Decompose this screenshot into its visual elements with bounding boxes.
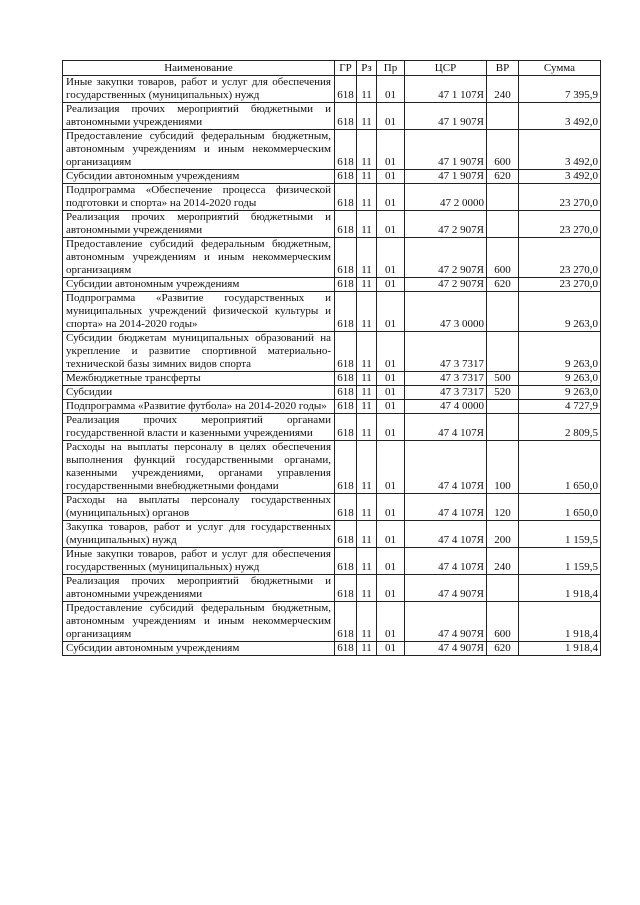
- cell-name: Предоставление субсидий федеральным бюджетным, автономным учреждениям и иным некоммерческим организациям: [63, 130, 335, 170]
- cell-pr: 01: [377, 400, 405, 414]
- cell-rz: 11: [357, 642, 377, 656]
- cell-sum: 3 492,0: [519, 170, 601, 184]
- cell-pr: 01: [377, 76, 405, 103]
- cell-gr: 618: [335, 441, 357, 494]
- table-row: [63, 372, 601, 386]
- cell-rz: 11: [357, 400, 377, 414]
- table-row: [63, 332, 601, 372]
- cell-gr: 618: [335, 494, 357, 521]
- table-row: [63, 386, 601, 400]
- cell-pr: 01: [377, 386, 405, 400]
- cell-name: Субсидии автономным учреждениям: [63, 170, 335, 184]
- table-header-row: [63, 61, 601, 76]
- cell-rz: 11: [357, 76, 377, 103]
- cell-vr: [487, 414, 519, 441]
- table-row: [63, 642, 601, 656]
- cell-vr: 600: [487, 238, 519, 278]
- cell-pr: 01: [377, 332, 405, 372]
- cell-gr: 618: [335, 211, 357, 238]
- cell-sum: 1 159,5: [519, 521, 601, 548]
- cell-pr: 01: [377, 642, 405, 656]
- cell-name: Субсидии автономным учреждениям: [63, 642, 335, 656]
- cell-vr: [487, 103, 519, 130]
- cell-pr: 01: [377, 494, 405, 521]
- cell-vr: [487, 292, 519, 332]
- cell-pr: 01: [377, 238, 405, 278]
- cell-gr: 618: [335, 642, 357, 656]
- cell-sum: 1 918,4: [519, 602, 601, 642]
- cell-vr: 200: [487, 521, 519, 548]
- cell-pr: 01: [377, 548, 405, 575]
- cell-csr: 47 3 7317: [405, 372, 487, 386]
- cell-pr: 01: [377, 575, 405, 602]
- cell-name: Иные закупки товаров, работ и услуг для обеспечения государственных (муниципальных) нужд: [63, 76, 335, 103]
- table-row: [63, 76, 601, 103]
- cell-gr: 618: [335, 238, 357, 278]
- table-row: [63, 130, 601, 170]
- cell-vr: 120: [487, 494, 519, 521]
- cell-name: Подпрограмма «Развитие государственных и муниципальных учреждений физической культуры и спорта» на 2014-2020 годы»: [63, 292, 335, 332]
- table-row: [63, 494, 601, 521]
- cell-vr: 600: [487, 130, 519, 170]
- cell-name: Предоставление субсидий федеральным бюджетным, автономным учреждениям и иным некоммерческим организациям: [63, 602, 335, 642]
- cell-csr: 47 2 907Я: [405, 278, 487, 292]
- cell-rz: 11: [357, 238, 377, 278]
- table-row: [63, 103, 601, 130]
- cell-csr: 47 1 907Я: [405, 103, 487, 130]
- cell-gr: 618: [335, 602, 357, 642]
- cell-csr: 47 3 7317: [405, 386, 487, 400]
- table-row: [63, 211, 601, 238]
- cell-rz: 11: [357, 211, 377, 238]
- cell-gr: 618: [335, 292, 357, 332]
- cell-pr: 01: [377, 130, 405, 170]
- cell-sum: 7 395,9: [519, 76, 601, 103]
- cell-gr: 618: [335, 414, 357, 441]
- cell-pr: 01: [377, 372, 405, 386]
- cell-csr: 47 4 107Я: [405, 521, 487, 548]
- budget-table: [62, 60, 601, 656]
- table-row: [63, 184, 601, 211]
- cell-name: Расходы на выплаты персоналу в целях обеспечения выполнения функций государственными органами, казенными учреждениями, органами управления государственными внебюджетными фондами: [63, 441, 335, 494]
- cell-rz: 11: [357, 575, 377, 602]
- cell-sum: 2 809,5: [519, 414, 601, 441]
- header-sum: Сумма: [519, 61, 601, 76]
- cell-gr: 618: [335, 521, 357, 548]
- cell-sum: 1 918,4: [519, 642, 601, 656]
- cell-vr: 620: [487, 170, 519, 184]
- cell-name: Реализация прочих мероприятий бюджетными и автономными учреждениями: [63, 575, 335, 602]
- header-rz: Рз: [357, 61, 377, 76]
- cell-vr: [487, 575, 519, 602]
- header-gr: ГР: [335, 61, 357, 76]
- cell-csr: 47 4 907Я: [405, 602, 487, 642]
- table-row: [63, 400, 601, 414]
- cell-csr: 47 4 107Я: [405, 441, 487, 494]
- cell-csr: 47 4 107Я: [405, 548, 487, 575]
- table-row: [63, 238, 601, 278]
- cell-name: Иные закупки товаров, работ и услуг для обеспечения государственных (муниципальных) нужд: [63, 548, 335, 575]
- cell-pr: 01: [377, 441, 405, 494]
- table-row: [63, 292, 601, 332]
- cell-name: Субсидии бюджетам муниципальных образований на укрепление и развитие спортивной материально-технической базы зимних видов спорта: [63, 332, 335, 372]
- cell-csr: 47 4 0000: [405, 400, 487, 414]
- cell-csr: 47 2 0000: [405, 184, 487, 211]
- cell-sum: 9 263,0: [519, 372, 601, 386]
- cell-vr: [487, 400, 519, 414]
- cell-rz: 11: [357, 521, 377, 548]
- cell-gr: 618: [335, 130, 357, 170]
- cell-vr: [487, 211, 519, 238]
- cell-gr: 618: [335, 76, 357, 103]
- cell-rz: 11: [357, 278, 377, 292]
- cell-name: Реализация прочих мероприятий бюджетными и автономными учреждениями: [63, 103, 335, 130]
- cell-rz: 11: [357, 494, 377, 521]
- cell-vr: 620: [487, 278, 519, 292]
- cell-csr: 47 1 907Я: [405, 170, 487, 184]
- cell-rz: 11: [357, 170, 377, 184]
- cell-name: Закупка товаров, работ и услуг для государственных (муниципальных) нужд: [63, 521, 335, 548]
- header-csr: ЦСР: [405, 61, 487, 76]
- cell-gr: 618: [335, 170, 357, 184]
- cell-gr: 618: [335, 372, 357, 386]
- cell-csr: 47 3 0000: [405, 292, 487, 332]
- table-row: [63, 575, 601, 602]
- cell-csr: 47 4 907Я: [405, 642, 487, 656]
- cell-gr: 618: [335, 400, 357, 414]
- table-body: [63, 76, 601, 656]
- cell-sum: 9 263,0: [519, 332, 601, 372]
- cell-sum: 3 492,0: [519, 130, 601, 170]
- cell-rz: 11: [357, 184, 377, 211]
- cell-rz: 11: [357, 372, 377, 386]
- table-row: [63, 170, 601, 184]
- cell-pr: 01: [377, 211, 405, 238]
- cell-pr: 01: [377, 602, 405, 642]
- cell-sum: 23 270,0: [519, 184, 601, 211]
- cell-gr: 618: [335, 332, 357, 372]
- cell-gr: 618: [335, 103, 357, 130]
- cell-sum: 23 270,0: [519, 211, 601, 238]
- cell-pr: 01: [377, 278, 405, 292]
- cell-gr: 618: [335, 278, 357, 292]
- cell-vr: 100: [487, 441, 519, 494]
- cell-rz: 11: [357, 292, 377, 332]
- cell-gr: 618: [335, 386, 357, 400]
- cell-sum: 1 650,0: [519, 441, 601, 494]
- cell-name: Предоставление субсидий федеральным бюджетным, автономным учреждениям и иным некоммерческим организациям: [63, 238, 335, 278]
- cell-vr: 520: [487, 386, 519, 400]
- cell-vr: 240: [487, 76, 519, 103]
- cell-csr: 47 2 907Я: [405, 211, 487, 238]
- cell-sum: 23 270,0: [519, 278, 601, 292]
- table-row: [63, 414, 601, 441]
- table-row: [63, 278, 601, 292]
- header-pr: Пр: [377, 61, 405, 76]
- cell-vr: 240: [487, 548, 519, 575]
- header-name: Наименование: [63, 61, 335, 76]
- cell-vr: 600: [487, 602, 519, 642]
- cell-name: Реализация прочих мероприятий органами государственной власти и казенными учреждениями: [63, 414, 335, 441]
- cell-name: Реализация прочих мероприятий бюджетными и автономными учреждениями: [63, 211, 335, 238]
- cell-name: Подпрограмма «Обеспечение процесса физической подготовки и спорта» на 2014-2020 годы: [63, 184, 335, 211]
- cell-rz: 11: [357, 130, 377, 170]
- cell-name: Расходы на выплаты персоналу государственных (муниципальных) органов: [63, 494, 335, 521]
- cell-rz: 11: [357, 332, 377, 372]
- cell-gr: 618: [335, 184, 357, 211]
- header-vr: ВР: [487, 61, 519, 76]
- cell-csr: 47 2 907Я: [405, 238, 487, 278]
- cell-pr: 01: [377, 170, 405, 184]
- cell-csr: 47 4 107Я: [405, 414, 487, 441]
- cell-gr: 618: [335, 575, 357, 602]
- cell-sum: 3 492,0: [519, 103, 601, 130]
- table-row: [63, 602, 601, 642]
- cell-name: Субсидии автономным учреждениям: [63, 278, 335, 292]
- cell-sum: 1 918,4: [519, 575, 601, 602]
- cell-vr: 620: [487, 642, 519, 656]
- cell-sum: 1 650,0: [519, 494, 601, 521]
- cell-csr: 47 4 907Я: [405, 575, 487, 602]
- cell-name: Подпрограмма «Развитие футбола» на 2014-2020 годы»: [63, 400, 335, 414]
- cell-sum: 23 270,0: [519, 238, 601, 278]
- cell-csr: 47 3 7317: [405, 332, 487, 372]
- cell-rz: 11: [357, 548, 377, 575]
- cell-pr: 01: [377, 414, 405, 441]
- cell-sum: 9 263,0: [519, 292, 601, 332]
- cell-sum: 4 727,9: [519, 400, 601, 414]
- cell-name: Межбюджетные трансферты: [63, 372, 335, 386]
- cell-rz: 11: [357, 103, 377, 130]
- cell-pr: 01: [377, 521, 405, 548]
- cell-pr: 01: [377, 292, 405, 332]
- cell-rz: 11: [357, 441, 377, 494]
- cell-csr: 47 1 907Я: [405, 130, 487, 170]
- cell-sum: 1 159,5: [519, 548, 601, 575]
- cell-sum: 9 263,0: [519, 386, 601, 400]
- cell-rz: 11: [357, 386, 377, 400]
- cell-gr: 618: [335, 548, 357, 575]
- cell-vr: [487, 332, 519, 372]
- cell-rz: 11: [357, 602, 377, 642]
- cell-pr: 01: [377, 103, 405, 130]
- cell-csr: 47 1 107Я: [405, 76, 487, 103]
- cell-rz: 11: [357, 414, 377, 441]
- cell-csr: 47 4 107Я: [405, 494, 487, 521]
- table-row: [63, 521, 601, 548]
- cell-name: Субсидии: [63, 386, 335, 400]
- cell-pr: 01: [377, 184, 405, 211]
- table-row: [63, 441, 601, 494]
- cell-vr: 500: [487, 372, 519, 386]
- cell-vr: [487, 184, 519, 211]
- table-row: [63, 548, 601, 575]
